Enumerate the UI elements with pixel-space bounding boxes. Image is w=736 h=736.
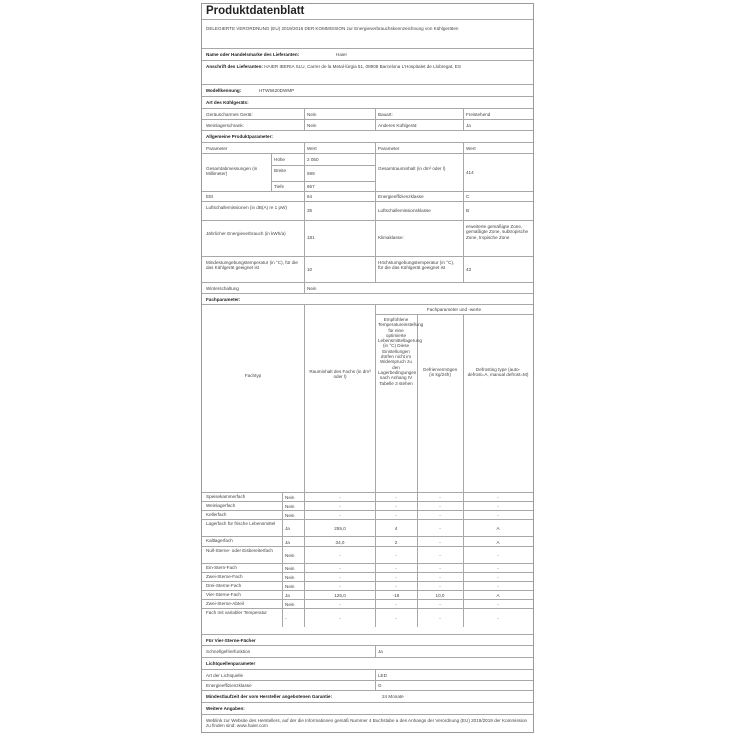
general-header-row [202,130,533,142]
param-row [202,201,533,220]
compartment-volume: 255,0 [334,526,346,531]
further-text-row [202,714,533,734]
compartment-name: Lagerfach für frische Lebensmittel [206,521,276,526]
compartment-name: Kellerfach [206,512,227,517]
compartment-volume: 34,0 [335,540,345,545]
param-value: 35 [307,208,313,213]
param-label: Luftschallemissionen (in dB(A) re 1 pW) [206,205,287,210]
compartment-temp: -18 [392,593,400,598]
compartment-temp: - [395,575,397,580]
compartment-defrost: A [496,540,500,545]
column-header: Wert [307,146,317,151]
compartment-defrost: - [497,513,499,518]
compartment-name: Speisekammerfach [206,494,246,499]
compartment-defrost: - [497,553,499,558]
divider [417,547,418,564]
divider [304,547,305,564]
compartment-defrost: - [497,566,499,571]
compartment-row [202,563,533,572]
divider [304,202,305,221]
fast-freeze-value: Ja [378,649,383,654]
param-value: B [466,208,470,213]
divider [282,547,283,564]
divider [375,202,376,221]
dimensions-row [202,153,533,191]
further-header-row [202,702,533,714]
compartment-temp: - [395,553,397,558]
compartment-volume: - [339,495,341,500]
regulation-intro-row [202,19,533,48]
compartment-freeze: - [439,566,441,571]
four-star-header: Für Vier-Sterne-Fächer [206,638,256,643]
compartment-freeze: - [439,575,441,580]
light-type-value: LED [378,673,387,678]
divider [463,609,464,627]
fast-freeze-row [202,645,533,657]
column-header: Parameter [378,146,400,151]
divider [304,221,305,257]
compartment-defrost: A [496,593,500,598]
divider [271,181,375,182]
type-value: Nein [307,123,317,128]
compartment-present: - [285,616,287,621]
compartment-present: Nein [285,602,295,607]
type-row [202,108,533,119]
param-row [202,256,533,282]
type-value: Nein [307,112,317,117]
compartment-row [202,501,533,510]
light-class-label: Energieeffizienzklasse [206,683,252,688]
divider [375,547,376,564]
column-header-temp: Empfohlene Temperatureinstellung für eine optimierte Lebensmittellagerung (in °C) Diese Einstellungen dürfen nicht im Widerspruch zu den Lagerbedingungen nach Anhang IV Tabelle 3 stehen [378,317,424,386]
compartment-name: Vier-Sterne-Fach [206,592,241,597]
compartment-present: Nein [285,504,295,509]
compartment-row [202,581,533,590]
compartment-header: Fachparameter: [206,297,241,302]
supplier-address-label: Anschrift des Lieferanten: [206,64,263,69]
compartment-present: Nein [285,575,295,580]
compartment-freeze: - [439,553,441,558]
compartment-volume: - [339,553,341,558]
dimension-value: 2 050 [307,157,319,162]
winter-row [202,282,533,293]
type-label: Anderes Kühlgerät: [378,123,418,128]
compartment-freeze: - [439,495,441,500]
divider [375,314,533,315]
compartment-volume: - [339,566,341,571]
type-value: Ja [466,123,471,128]
compartment-volume: - [339,575,341,580]
warranty-label: Mindestlaufzeit der vom Hersteller angebotenen Garantie: [206,694,333,699]
fast-freeze-label: Schnellgefrierfunktion [206,649,251,654]
compartment-temp: 2 [394,540,398,545]
type-value: Freistehend [466,112,491,117]
param-value: 43 [466,267,472,272]
dimension-value: 599 [307,171,315,176]
compartment-present: Ja [285,526,290,531]
compartment-row [202,492,533,501]
type-row [202,119,533,130]
compartment-temp: - [395,504,397,509]
compartment-row [202,608,533,626]
regulation-intro: DELEGIERTE VERORDNUNG (EU) 2019/2016 DER KOMMISSION zur Energieverbrauchskennzeichnung von Kühlgeräten [206,26,459,31]
compartment-freeze: - [439,513,441,518]
column-header: Wert [466,146,476,151]
volume-value: 414 [466,170,474,175]
divider [375,520,376,537]
type-label: Weinlagerschrank: [206,123,244,128]
param-label: Energieeffizienzklasse [378,194,424,199]
divider [375,154,376,192]
compartment-volume: - [339,584,341,589]
compartment-present: Nein [285,566,295,571]
compartment-temp: 4 [394,526,398,531]
divider [375,609,376,627]
light-type-row [202,669,533,680]
compartment-name: Weinlagerfach [206,503,236,508]
divider [463,547,464,564]
compartment-defrost: A [496,526,500,531]
divider [463,154,464,192]
warranty-value: 24 Monate [382,694,404,699]
product-data-sheet [201,3,534,733]
compartment-row [202,546,533,563]
compartment-defrost: - [497,495,499,500]
compartment-freeze: - [439,616,441,621]
compartment-volume: - [339,513,341,518]
page-title: Produktdatenblatt [206,5,305,17]
compartment-freeze: 10,0 [435,593,445,598]
divider [304,305,305,493]
compartment-temp: - [395,566,397,571]
param-label: Jährlicher Energieverbrauch (in kWh/a) [206,231,286,236]
dimension-label: Höhe [274,157,285,162]
param-value: 181 [307,235,315,240]
compartment-name: Fach mit variabler Temperatur [206,610,267,615]
compartment-name: Null-Sterne- oder Eisbereiterfach [206,548,273,553]
compartment-temp: - [395,602,397,607]
column-header: Parameter [206,146,228,151]
param-label: Luftschallemissionsklasse [378,208,431,213]
compartment-present: Ja [285,593,290,598]
compartment-freeze: - [439,526,441,531]
compartment-present: Nein [285,495,295,500]
compartment-present: Nein [285,513,295,518]
dimension-label: Tiefe [274,184,285,189]
divider [282,609,283,627]
compartment-row [202,519,533,536]
divider [463,257,464,283]
compartment-name: Drei-Sterne-Fach [206,583,242,588]
winter-label: Winterschaltung [206,286,239,291]
type-label: Geräuscharmes Gerät: [206,112,253,117]
divider [304,154,305,192]
divider [375,257,376,283]
light-header-row [202,657,533,669]
supplier-address-row [202,60,533,84]
winter-value: Nein [307,286,317,291]
compartment-volume: - [339,504,341,509]
param-value: 10 [307,267,313,272]
compartment-temp: - [395,584,397,589]
divider [304,520,305,537]
supplier-name-row [202,48,533,60]
param-head-row [202,142,533,153]
compartment-freeze: - [439,504,441,509]
divider [375,305,376,493]
dimension-label: Breite [274,168,287,173]
divider [463,221,464,257]
light-header: Lichtquellenparameter [206,661,256,666]
volume-label: Gesamtrauminhalt (in dm³ oder l) [378,166,446,171]
compartment-volume: - [339,616,341,621]
compartment-present: Nein [285,584,295,589]
column-header-volume: Rauminhalt des Fachs (in dm³ oder l) [309,369,371,380]
compartment-name: Zwei-Sterne-Abteil [206,601,244,606]
compartment-temp: - [395,495,397,500]
compartment-freeze: - [439,584,441,589]
compartment-name: Kaltlagerfach [206,538,233,543]
supplier-name: Haier [336,52,347,57]
param-value: erweiterte gemäßigte Zone, gemäßigte Zone, subtropische Zone, tropische Zone [466,224,529,240]
light-class-value: G [378,683,382,688]
model-row [202,84,533,96]
divider [417,520,418,537]
divider [375,221,376,257]
divider [282,520,283,537]
compartment-defrost: - [497,575,499,580]
divider [417,609,418,627]
compartment-row [202,599,533,608]
compartment-freeze: - [439,540,441,545]
param-row [202,191,533,201]
compartment-defrost: - [497,616,499,621]
divider [463,202,464,221]
compartment-present: Ja [285,540,290,545]
divider [271,154,272,192]
compartment-row [202,510,533,519]
compartment-volume: 125,0 [334,593,346,598]
model-label: Modellkennung: [206,88,242,93]
compartment-name: Zwei-Sterne-Fach [206,574,243,579]
compartment-header-row [202,293,533,304]
supplier-address: HAIER IBERIA SLU, Carrer de la Metal·lúrgia 51, 08908 Barcelona L'Hospitalet de Llobregat, ES [264,64,461,69]
supplier-address-block [206,64,528,69]
type-header: Art des Kühlgeräts: [206,100,249,105]
light-class-row [202,680,533,690]
param-value: C [466,194,470,199]
further-text: Weblink zur Website des Herstellers, auf der die Informationen gemäß Nummer 4 Buchstabe a des Anhangs der Verordnung (EU) 2019/2019 der Kommission zu finden sind: www.haier.com [206,718,528,729]
param-value: 64 [307,194,313,199]
param-label: Höchstumgebungstemperatur (in °C), für die das Kühlgerät geeignet ist [378,260,455,271]
param-row [202,220,533,256]
type-label: Bauart: [378,112,393,117]
compartment-defrost: - [497,504,499,509]
compartment-defrost: - [497,602,499,607]
supplier-name-label: Name oder Handelsmarke des Lieferanten: [206,52,300,57]
type-header-row [202,96,533,108]
compartment-freeze: - [439,602,441,607]
divider [271,165,375,166]
compartment-row [202,572,533,581]
column-header-type: Fachtyp [244,373,262,378]
compartment-row [202,590,533,599]
compartment-temp: - [395,616,397,621]
compartment-defrost: - [497,584,499,589]
model-identifier: HTW5620DWMP [259,88,295,93]
dimension-value: 667 [307,184,315,189]
compartment-temp: - [395,513,397,518]
dimensions-label: Gesamtabmessungen (in Millimeter) [206,166,258,177]
compartment-columns [202,304,533,492]
compartment-present: Nein [285,553,295,558]
compartment-volume: - [339,602,341,607]
column-header-freeze: Gefriervermögen (in kg/24h) [422,367,458,378]
column-header-defrost: Defrosting type (auto-defrost=A, manual defrost=M) [467,367,529,378]
compartment-name: Ein-Stern-Fach [206,565,237,570]
param-label: Klimaklasse: [378,235,404,240]
warranty-row [202,690,533,702]
light-type-label: Art der Lichtquelle [206,673,244,678]
param-label: EEI [206,194,214,199]
divider [304,257,305,283]
param-label: Mindestumgebungstemperatur (in °C), für die das Kühlgerät geeignet ist [206,260,298,271]
divider [463,314,464,493]
divider [463,520,464,537]
four-star-header-row [202,634,533,645]
further-header: Weitere Angaben: [206,706,245,711]
divider [304,609,305,627]
compartment-row [202,536,533,546]
compartment-group-header: Fachparameter und -werte [426,307,482,312]
general-header: Allgemeine Produktparameter: [206,134,273,139]
